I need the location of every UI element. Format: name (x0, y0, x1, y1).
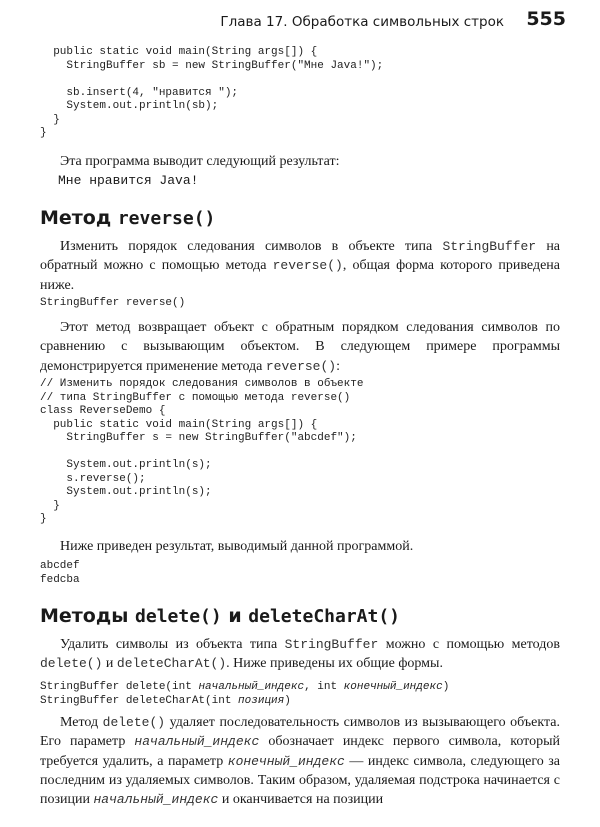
paragraph-reverse-desc: Этот метод возвращает объект с обратным порядком следования символов по сравнению с вызывающим объектом. В следующем примере программы демонстрируется применение метода reverse(): (40, 320, 560, 374)
paragraph-delete-intro: Удалить символы из объекта типа StringBuffer можно с помощью методов delete() и deleteCharAt(). Ниже приведены их общие формы. (40, 637, 560, 672)
output-line: fedcba (40, 573, 80, 586)
section-heading-reverse: Метод reverse() (40, 207, 216, 229)
code-line: public static void main(String args[]) { (40, 418, 318, 431)
paragraph-output-intro: Эта программа выводит следующий результат: (60, 154, 340, 169)
paragraph-delete-desc: Метод delete() удаляет последовательность символов из вызывающего объекта. Его параметр начальный_индекс обозначает индекс первого символа, который требуется удалить, а параметр конечный_индекс — индекс символа, следующего за последним из удаляемых символов. Таким образом, удаляемая подстрока начинается с позиции начальный_индекс и оканчивается на позиции (40, 715, 561, 808)
paragraph-output-label: Ниже приведен результат, выводимый данной программой. (60, 539, 414, 554)
code-line: } (40, 113, 60, 126)
section-heading-delete: Методы delete() и deleteCharAt() (40, 605, 401, 627)
code-line: public static void main(String args[]) { (40, 46, 318, 58)
code-line: } (40, 513, 47, 525)
code-line: sb.insert(4, "нравится "); (40, 86, 239, 99)
code-line: StringBuffer s = new StringBuffer("abcdef"); (40, 432, 357, 444)
code-line: class ReverseDemo { (40, 405, 166, 417)
paragraph-reverse-intro: Изменить порядок следования символов в объекте типа StringBuffer на обратный можно с помощью метода reverse(), общая форма которого приведена ниже. (40, 239, 561, 293)
code-block-reverse-demo (40, 378, 363, 527)
program-output-insert: Мне нравится Java! (58, 173, 199, 188)
reverse-signature: StringBuffer reverse() (40, 297, 186, 309)
delete-signatures (40, 681, 449, 708)
code-block-insert-example (40, 46, 383, 141)
output-line: abcdef (40, 560, 80, 572)
code-line: } (40, 499, 60, 512)
program-output-reverse (40, 560, 80, 587)
code-line: System.out.println(sb); (40, 100, 219, 112)
page-header (34, 8, 566, 34)
signature-line-delete: StringBuffer delete(int начальный_индекс, int конечный_индекс) (40, 681, 450, 693)
code-line: System.out.println(s); (40, 459, 212, 471)
code-line: // типа StringBuffer с помощью метода reverse() (40, 391, 351, 404)
code-line: System.out.println(s); (40, 486, 212, 498)
chapter-title: Глава 17. Обработка символьных строк (220, 14, 504, 30)
page-number: 555 (526, 8, 566, 30)
code-line: } (40, 127, 47, 139)
signature-line-deletecharat: StringBuffer deleteCharAt(int позиция) (40, 694, 291, 707)
code-line: // Изменить порядок следования символов в объекте (40, 378, 364, 390)
code-line: s.reverse(); (40, 472, 146, 485)
code-line: StringBuffer sb = new StringBuffer("Мне Java!"); (40, 59, 384, 72)
